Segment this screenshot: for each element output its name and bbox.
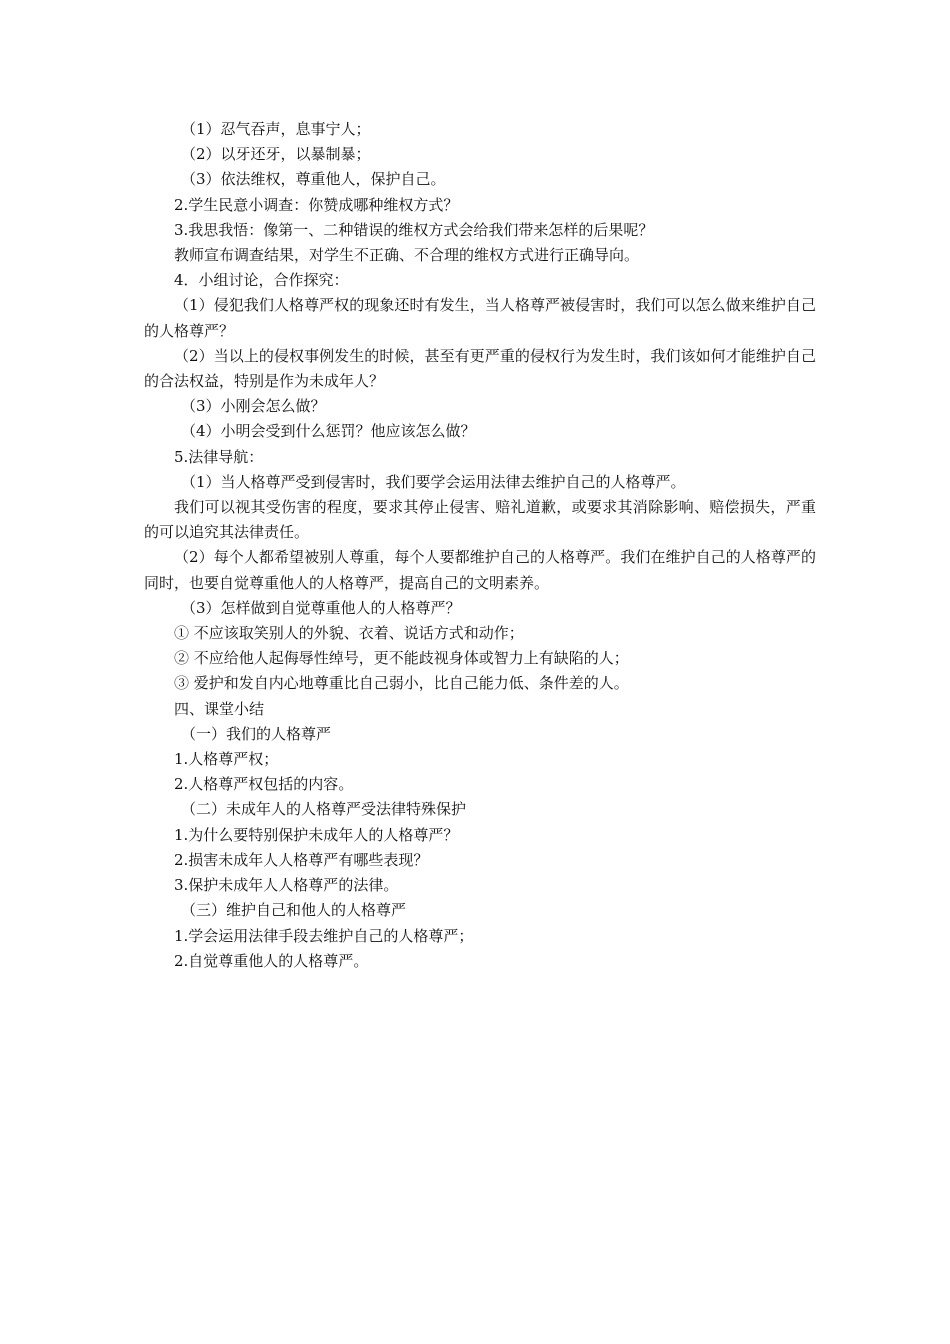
text-line: 2.自觉尊重他人的人格尊严。: [174, 951, 369, 970]
text-line: （1）忍气吞声，息事宁人；: [181, 120, 371, 138]
text-line: 5.法律导航：: [174, 447, 264, 466]
text-line: （4）小明会受到什么惩罚？他应该怎么做？: [181, 422, 476, 441]
text-line: 2.人格尊严权包括的内容。: [174, 775, 354, 794]
text-line: 4．小组讨论，合作探究：: [174, 271, 349, 290]
text-line: 2.损害未成年人人格尊严有哪些表现？: [174, 850, 429, 869]
text-line: （2）以牙还牙，以暴制暴；: [181, 145, 371, 164]
text-line: 3.保护未成年人人格尊严的法律。: [174, 876, 399, 895]
text-line: （3）小刚会怎么做？: [181, 397, 326, 416]
paragraph: （1）侵犯我们人格尊严权的现象还时有发生，当人格尊严被侵害时，我们可以怎么做来维护自己的人格尊严？: [144, 296, 816, 340]
paragraph: （2）每个人都希望被别人尊重，每个人要都维护自己的人格尊严。我们在维护自己的人格尊严的同时，也要自觉尊重他人的人格尊严，提高自己的文明素养。: [144, 548, 816, 592]
text-line: 教师宣布调查结果，对学生不正确、不合理的维权方式进行正确导向。: [174, 246, 640, 265]
text-line: （二）未成年人的人格尊严受法律特殊保护: [181, 800, 467, 819]
text-line: 2.学生民意小调查：你赞成哪种维权方式？: [174, 195, 459, 214]
text-line: 1.人格尊严权；: [174, 750, 279, 769]
paragraph: （2）当以上的侵权事例发生的时候，甚至有更严重的侵权行为发生时，我们该如何才能维护自己的合法权益，特别是作为未成年人？: [144, 346, 816, 391]
text-line: 四、课堂小结: [174, 699, 265, 718]
text-line: （3）依法维权，尊重他人，保护自己。: [181, 170, 446, 189]
text-line: （三）维护自己和他人的人格尊严: [181, 901, 407, 920]
text-line: 1.学会运用法律手段去维护自己的人格尊严；: [174, 926, 474, 945]
text-line: ③ 爱护和发自内心地尊重比自己弱小，比自己能力低、条件差的人。: [174, 674, 629, 693]
text-line: （1）当人格尊严受到侵害时，我们要学会运用法律去维护自己的人格尊严。: [181, 472, 686, 491]
paragraph: 我们可以视其受伤害的程度，要求其停止侵害、赔礼道歉，或要求其消除影响、赔偿损失，严重的可以追究其法律责任。: [144, 498, 816, 542]
text-line: 1.为什么要特别保护未成年人的人格尊严？: [174, 825, 459, 844]
text-line: （一）我们的人格尊严: [181, 724, 332, 743]
text-line: 3.我思我悟：像第一、二种错误的维权方式会给我们带来怎样的后果呢？: [174, 220, 654, 239]
text-line: （3）怎样做到自觉尊重他人的人格尊严？: [181, 598, 461, 617]
text-line: ② 不应给他人起侮辱性绰号，更不能歧视身体或智力上有缺陷的人；: [174, 649, 629, 668]
text-line: ① 不应该取笑别人的外貌、衣着、说话方式和动作；: [174, 624, 524, 643]
document-body: [144, 117, 816, 974]
